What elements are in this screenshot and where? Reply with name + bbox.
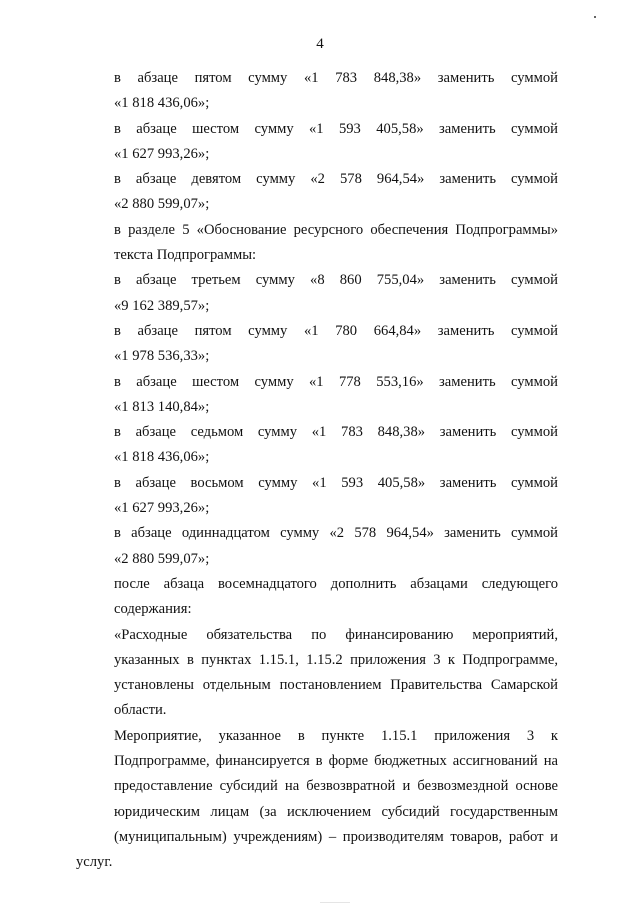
paragraph-5 [76,268,558,319]
text-line: «9 162 389,57»; [114,297,210,314]
paragraph-3 [76,167,558,218]
paragraph-1 [76,66,558,117]
text-line: «1 818 436,06»; [114,95,210,112]
text-line: в абзаце одиннадцатом сумму «2 578 964,54» заменить суммой [114,525,558,542]
text-line: в абзаце пятом сумму «1 780 664,84» заменить суммой [114,322,558,339]
text-line: «2 880 599,07»; [114,550,210,567]
text-line: в разделе 5 «Обоснование ресурсного обеспечения Подпрограммы» [114,221,558,238]
paragraph-4 [76,218,558,269]
text-line: в абзаце девятом сумму «2 578 964,54» заменить суммой [114,171,558,188]
paragraph-8 [76,420,558,471]
paragraph-7 [76,370,558,421]
text-line: «2 880 599,07»; [114,196,210,213]
paragraph-11 [76,572,558,623]
text-line: в абзаце шестом сумму «1 593 405,58» заменить суммой [114,120,558,137]
text-line: «Расходные обязательства по финансированию мероприятий, [114,626,558,643]
paragraph-13 [76,724,558,876]
text-line: в абзаце восьмом сумму «1 593 405,58» заменить суммой [114,474,558,491]
text-line: предоставление субсидий на безвозвратной и безвозмездной основе [114,778,558,795]
text-line: в абзаце третьем сумму «8 860 755,04» заменить суммой [114,272,558,289]
paragraph-9 [76,471,558,522]
text-line: «1 978 536,33»; [114,348,210,365]
text-line: в абзаце седьмом сумму «1 783 848,38» заменить суммой [114,424,558,441]
text-line: «1 627 993,26»; [114,500,210,517]
scan-artifact [320,902,350,903]
text-line: Подпрограмме, финансируется в форме бюджетных ассигнований на [114,753,558,770]
text-line: юридическим лицам (за исключением субсидий государственным [114,803,558,820]
text-line: текста Подпрограммы: [114,247,257,264]
paragraph-2 [76,117,558,168]
text-line: содержания: [114,601,192,618]
text-line: «1 813 140,84»; [114,398,210,415]
text-line: «1 627 993,26»; [114,145,210,162]
paragraph-6 [76,319,558,370]
paragraph-12 [76,623,558,724]
text-line: указанных в пунктах 1.15.1, 1.15.2 приложения 3 к Подпрограмме, [114,651,558,668]
document-body [76,66,558,876]
text-line: после абзаца восемнадцатого дополнить абзацами следующего [114,575,558,592]
text-line: «1 818 436,06»; [114,449,210,466]
text-line: Мероприятие, указанное в пункте 1.15.1 приложения 3 к [114,727,558,744]
text-line: области. [114,702,167,719]
text-line: (муниципальным) учреждениям) – производителям товаров, работ и услуг. [76,828,558,871]
scan-dot [594,16,596,18]
text-line: установлены отдельным постановлением Правительства Самарской [114,677,558,694]
text-line: в абзаце пятом сумму «1 783 848,38» заменить суммой [114,70,558,86]
text-line: в абзаце шестом сумму «1 778 553,16» заменить суммой [114,373,558,390]
page-number: 4 [316,36,324,52]
paragraph-10 [76,521,558,572]
